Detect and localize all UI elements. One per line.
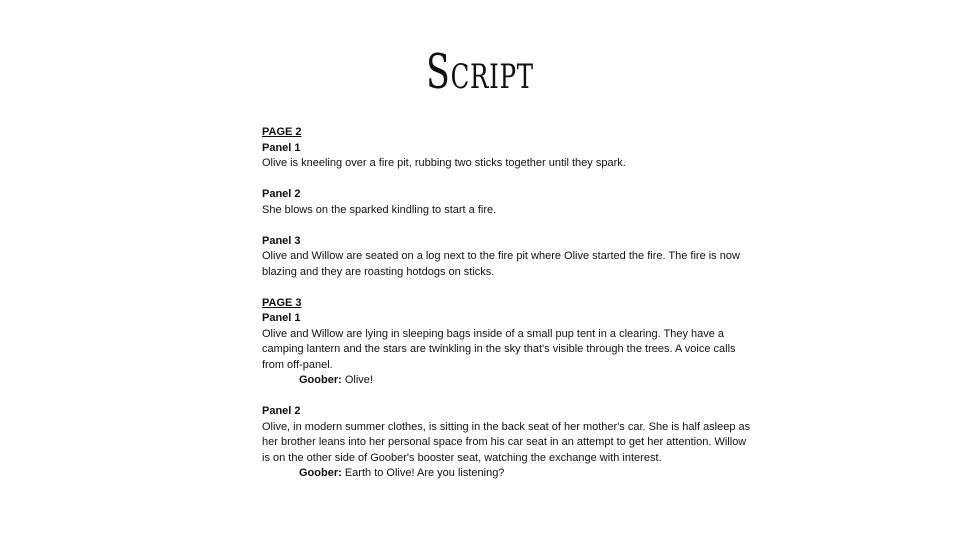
panel-description: Olive and Willow are lying in sleeping bags inside of a small pup tent in a clearing. They have a camping lantern and the stars are twinkling in the sky that's visible through the trees. A voice calls from off-panel. [262,327,736,371]
spacer [262,218,752,234]
dialogue-speaker: Goober: [299,467,342,479]
panel-heading: Panel 3 [262,234,301,247]
page-heading: PAGE 3 [262,296,302,309]
dialogue-line [262,466,752,482]
panel-heading: Panel 2 [262,188,301,200]
slide-title: Script [426,44,534,100]
panel-description: Olive and Willow are seated on a log next to the fire pit where Olive started the fire. The fire is now blazing and they are roasting hotdogs on sticks. [262,250,740,278]
spacer [262,280,752,296]
panel-description: Olive is kneeling over a fire pit, rubbing two sticks together until they spark. [262,157,626,169]
panel-heading: Panel 2 [262,405,301,417]
dialogue-speaker: Goober: [299,374,342,386]
dialogue-text: Olive! [344,374,373,386]
page-heading: PAGE 2 [262,126,302,138]
panel-description: Olive, in modern summer clothes, is sitting in the back seat of her mother's car. She is half asleep as her brother leans into her personal space from his car seat in an attempt to get her attention. Willow is on the other side of Goober's booster seat, watching the exchange with interest. [262,420,751,464]
spacer [262,172,752,188]
panel-heading: Panel 1 [262,312,301,324]
script-text [262,125,752,482]
panel-heading: Panel 1 [262,141,301,154]
dialogue-line [262,373,752,389]
dialogue-text: Earth to Olive! Are you listening? [344,467,505,479]
panel-description: She blows on the sparked kindling to start a fire. [262,203,497,216]
spacer [262,389,752,405]
